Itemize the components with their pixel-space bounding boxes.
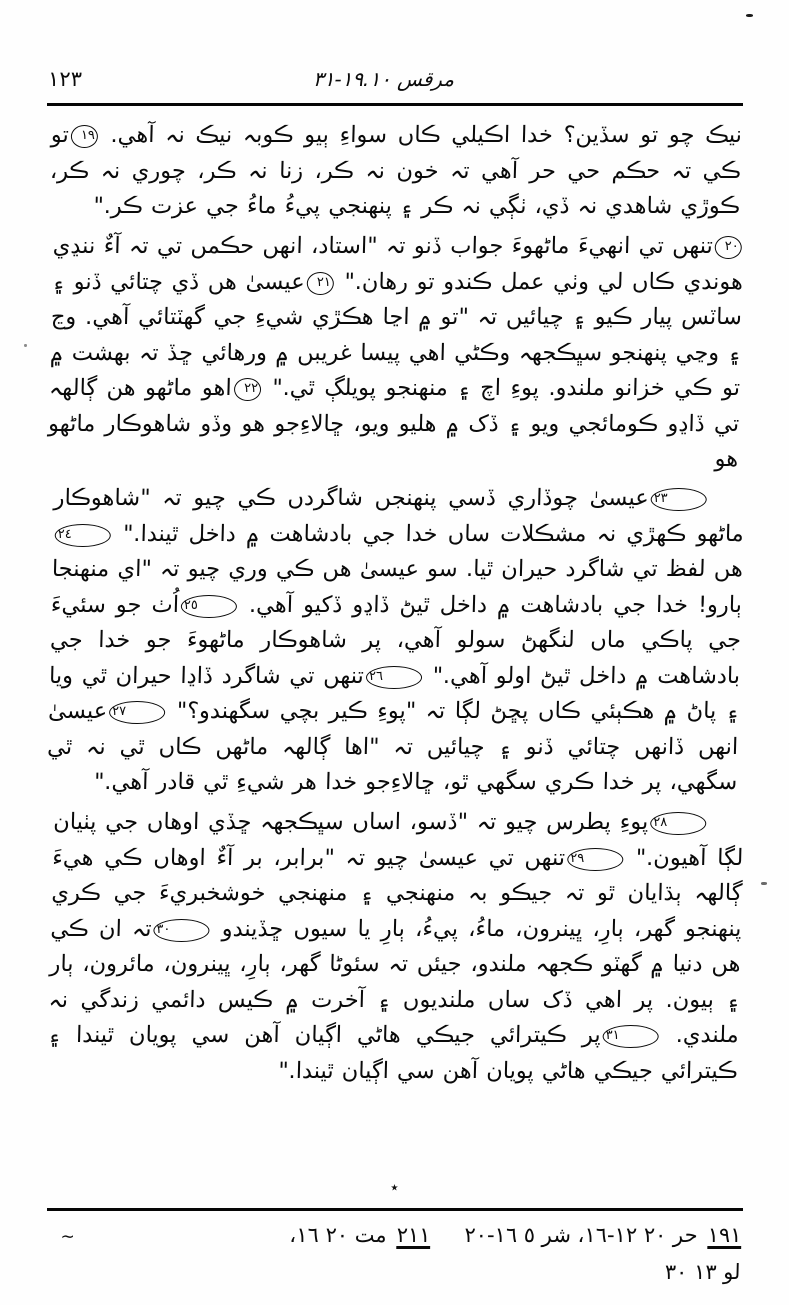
verse-number: ٢٤ bbox=[55, 524, 111, 547]
scan-speck bbox=[761, 882, 767, 885]
header-rule bbox=[47, 103, 743, 106]
verse-number: ٢٢ bbox=[234, 378, 261, 401]
ornament-dot: ٭ bbox=[390, 1178, 399, 1196]
verse-text: اهو ماڻهو هن ڳالهہ تي ڏاڍو ڪومائجي ويو ۽ ڏک ۾ هليو ويو، ڇالاءِجو هو وڏو شاهوڪار ماڻهو هو bbox=[47, 374, 740, 472]
verse-text: تہ ان ڪي هں دنيا ۾ گهٽو ڪجهہ ملندو، جيئں تہ سئوڻا گهر، ٻارِ، ڀينرون، مائرون، ٻار ۽ ٻيون. پر اهي ڏک ساں ملندیوں ۽ آخرت ۾ ڪيس دائمي زندگي نہ ملندي. bbox=[48, 915, 741, 1048]
cross-ref-marker: ١٩١ bbox=[707, 1223, 742, 1247]
verse-number: ٣١ bbox=[603, 1025, 659, 1048]
footer-row bbox=[50, 1218, 742, 1255]
cross-ref-note: لو ١٣ ٣٠ bbox=[664, 1260, 741, 1284]
running-head bbox=[48, 62, 741, 96]
paragraph bbox=[46, 481, 745, 801]
footer-rule bbox=[47, 1208, 743, 1211]
verse-text: عيسىٰ چوڏاري ڏسي پنهنجں شاگردں ڪي چيو تہ "شاهوڪار ماڻهو ڪهڙي نہ مشڪلات ساں خدا جي بادشاهت ۾ داخل ٿيندا." bbox=[53, 485, 745, 547]
verse-number: ٢٨ bbox=[650, 812, 706, 835]
verse-text: عيسىٰ انهں ڏانهں چتائي ڏنو ۽ چيائيں تہ "اها ڳالهہ ماڻهں ڪاں ٿي نہ ٿي سگهي، پر خدا ڪري سگهي ٿو، ڇالاءِجو خدا هر شيءِ ٿي قادر آهي." bbox=[46, 698, 739, 795]
paragraph bbox=[47, 229, 745, 478]
verse-text: تو ڪي تہ حڪم حي حر آهي تہ خون نہ ڪر، زنا نہ ڪر، چوري نہ ڪر، ڪوڙي شاهدي نہ ڏي، ٺڳي نہ ڪر ۽ پنهنجي پيءُ ماءُ جي عزت ڪر." bbox=[49, 122, 742, 219]
verse-number: ٢١ bbox=[307, 271, 334, 294]
page-number: ١٢٣ bbox=[47, 67, 83, 91]
verse-text: پوءِ پطرس چيو تہ "ڏسو، اساں سڀڪجهہ ڇڏي اوهاں جي پٺيان لڳا آهيون." bbox=[52, 808, 744, 870]
cross-reference-footer bbox=[49, 1218, 742, 1290]
verse-number: ٢٩ bbox=[567, 847, 623, 870]
verse-text: پر ڪيترائي جيڪي هاڻي اڳيان آهن سي پويان ٿيندا ۽ ڪيترائي جيڪي هاڻي پويان آهن سي اڳيان ٿيندا." bbox=[47, 1021, 739, 1083]
footer-tick-mark: ~ bbox=[60, 1227, 75, 1247]
verse-text: عيسىٰ هں ڏي چتائي ڏنو ۽ ساٽس پيار ڪيو ۽ چيائيں تہ "تو ۾ اڃا هڪڙي شيءِ جي گهٽتائي آهي. وڃ ۽ وڃي پنهنجو سڀڪجهہ وڪڻي اهي پيسا غريبں ۾ ورهائي ڇڏ تہ بهشت ۾ تو ڪي خزانو ملندو. پوءِ اچ ۽ منهنجو پويلڳ ٿي." bbox=[49, 268, 743, 401]
cross-ref-note: حر ٢٠ ١٢-١٦، شر ٥ ١٦-٢٠ bbox=[464, 1223, 698, 1247]
verse-number: ١٩ bbox=[71, 125, 98, 148]
verse-text: تنهں تي انهيءَ ماڻهوءَ جواب ڏنو تہ "استاد، انهں حڪمں تي تہ آءٌ ننڍي هوندي ڪاں لي وٺي عمل ڪندو تو رهان." bbox=[52, 232, 744, 294]
scan-speck bbox=[746, 14, 753, 17]
cross-ref-note: مت ٢٠ ١٦، bbox=[289, 1223, 387, 1247]
scan-speck bbox=[24, 344, 27, 347]
running-head-reference: مرقس ١٩.١٠-٣١ bbox=[312, 67, 455, 91]
verse-number: ٢٥ bbox=[181, 595, 237, 618]
verse-text: تنهں تي شاگرد ڏاڍا حيران ٿي ويا ۽ پاڻ ۾ هڪٻئي ڪاں پڇڻ لڳا تہ "پوءِ ڪير بچي سگهندو؟" bbox=[48, 662, 740, 724]
verse-text: تنهں تي عيسىٰ چيو تہ "برابر، بر آءٌ اوهاں ڪي هيءَ ڳالهہ ٻڌايان ٿو تہ جيڪو بہ منهنجي ۽ منهنجي خوشخبريءَ جي ڪري پنهنجو گهر، ٻارِ، ڀينرون، ماءُ، پيءُ، ٻارِ يا سيوں ڇڏيندو bbox=[51, 844, 743, 941]
verse-number: ٢٠ bbox=[715, 236, 742, 259]
verse-number: ٢٣ bbox=[651, 488, 707, 511]
paragraph bbox=[46, 805, 744, 1089]
verse-text: هں لفظ تي شاگرد حيران ٿيا. سو عيسىٰ هں ڪي وري چيو تہ "اي منهنجا ٻارو! خدا جي بادشاهت ۾ داخل ٿيڻ ڏاڍو ڏکيو آهي. bbox=[51, 556, 744, 618]
verse-text: اُٺ جو سئيءَ جي پاڪي ماں لنگهڻ سولو آهي، پر شاهوڪار ماڻهوءَ جو خدا جي بادشاهت ۾ داخل ٿيڻ اولو آهي." bbox=[49, 591, 742, 689]
body-text bbox=[46, 118, 745, 1093]
verse-text: نيڪ چو تو سڏين؟ خدا اڪيلي ڪاں سواءِ ٻيو ڪوبہ نيڪ نہ آهي. bbox=[99, 122, 743, 148]
paragraph bbox=[49, 118, 743, 225]
cross-ref-marker: ٢١١ bbox=[396, 1223, 431, 1247]
verse-number: ٢٧ bbox=[109, 701, 165, 724]
verse-number: ٢٦ bbox=[366, 666, 422, 689]
verse-number: ٣٠ bbox=[154, 918, 210, 941]
footer-row bbox=[49, 1255, 741, 1290]
